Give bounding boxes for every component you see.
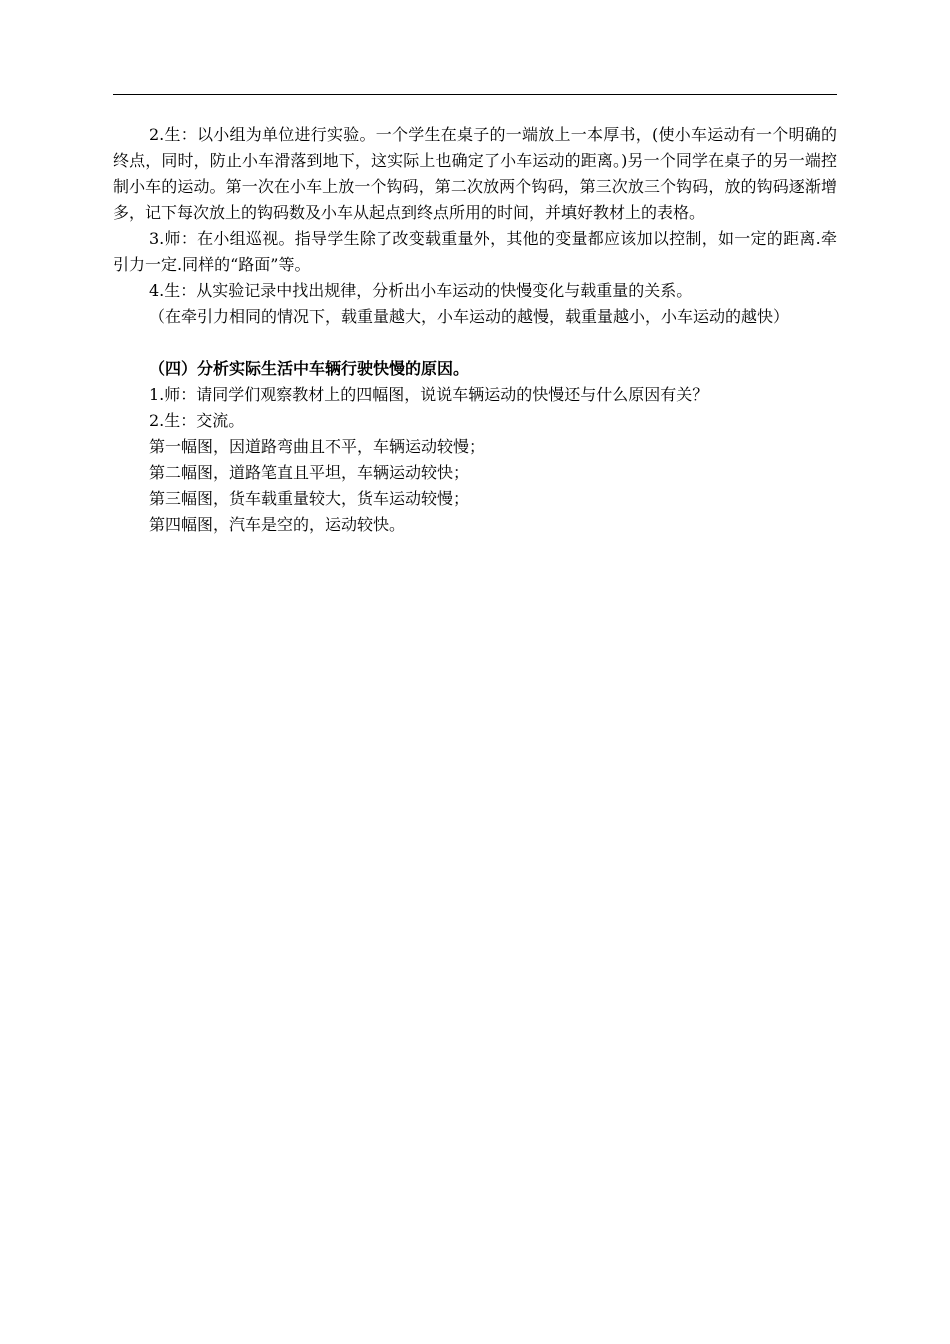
paragraph-conclusion: （在牵引力相同的情况下，载重量越大，小车运动的越慢，载重量越小，小车运动的越快）: [149, 307, 790, 326]
list-item: 第三幅图，货车载重量较大，货车运动较慢；: [149, 489, 470, 508]
list-item: 第二幅图，道路笔直且平坦，车辆运动较快；: [149, 463, 470, 482]
document-body: [113, 122, 837, 538]
list-item: 1.师：请同学们观察教材上的四幅图，说说车辆运动的快慢还与什么原因有关？: [149, 385, 709, 404]
section-heading: （四）分析实际生活中车辆行驶快慢的原因。: [149, 359, 470, 378]
header-rule: [113, 94, 837, 95]
paragraph-step-2: 2.生：以小组为单位进行实验。一个学生在桌子的一端放上一本厚书，(使小车运动有一个明确的终点，同时，防止小车滑落到地下，这实际上也确定了小车运动的距离。)另一个同学在桌子的另一端控制小车的运动。第一次在小车上放一个钩码，第二次放两个钩码，第三次放三个钩码，放的钩码逐渐增多，记下每次放上的钩码数及小车从起点到终点所用的时间，并填好教材上的表格。: [113, 125, 837, 222]
list-item: 第一幅图，因道路弯曲且不平，车辆运动较慢；: [149, 437, 486, 456]
list-item: 2.生：交流。: [149, 411, 245, 430]
paragraph-gap: [113, 330, 837, 356]
list-item: 第四幅图，汽车是空的，运动较快。: [149, 515, 406, 534]
paragraph-step-3: 3.师：在小组巡视。指导学生除了改变载重量外，其他的变量都应该加以控制，如一定的距离.牵引力一定.同样的“路面”等。: [113, 229, 837, 274]
paragraph-step-4: 4.生：从实验记录中找出规律，分析出小车运动的快慢变化与载重量的关系。: [149, 281, 693, 300]
